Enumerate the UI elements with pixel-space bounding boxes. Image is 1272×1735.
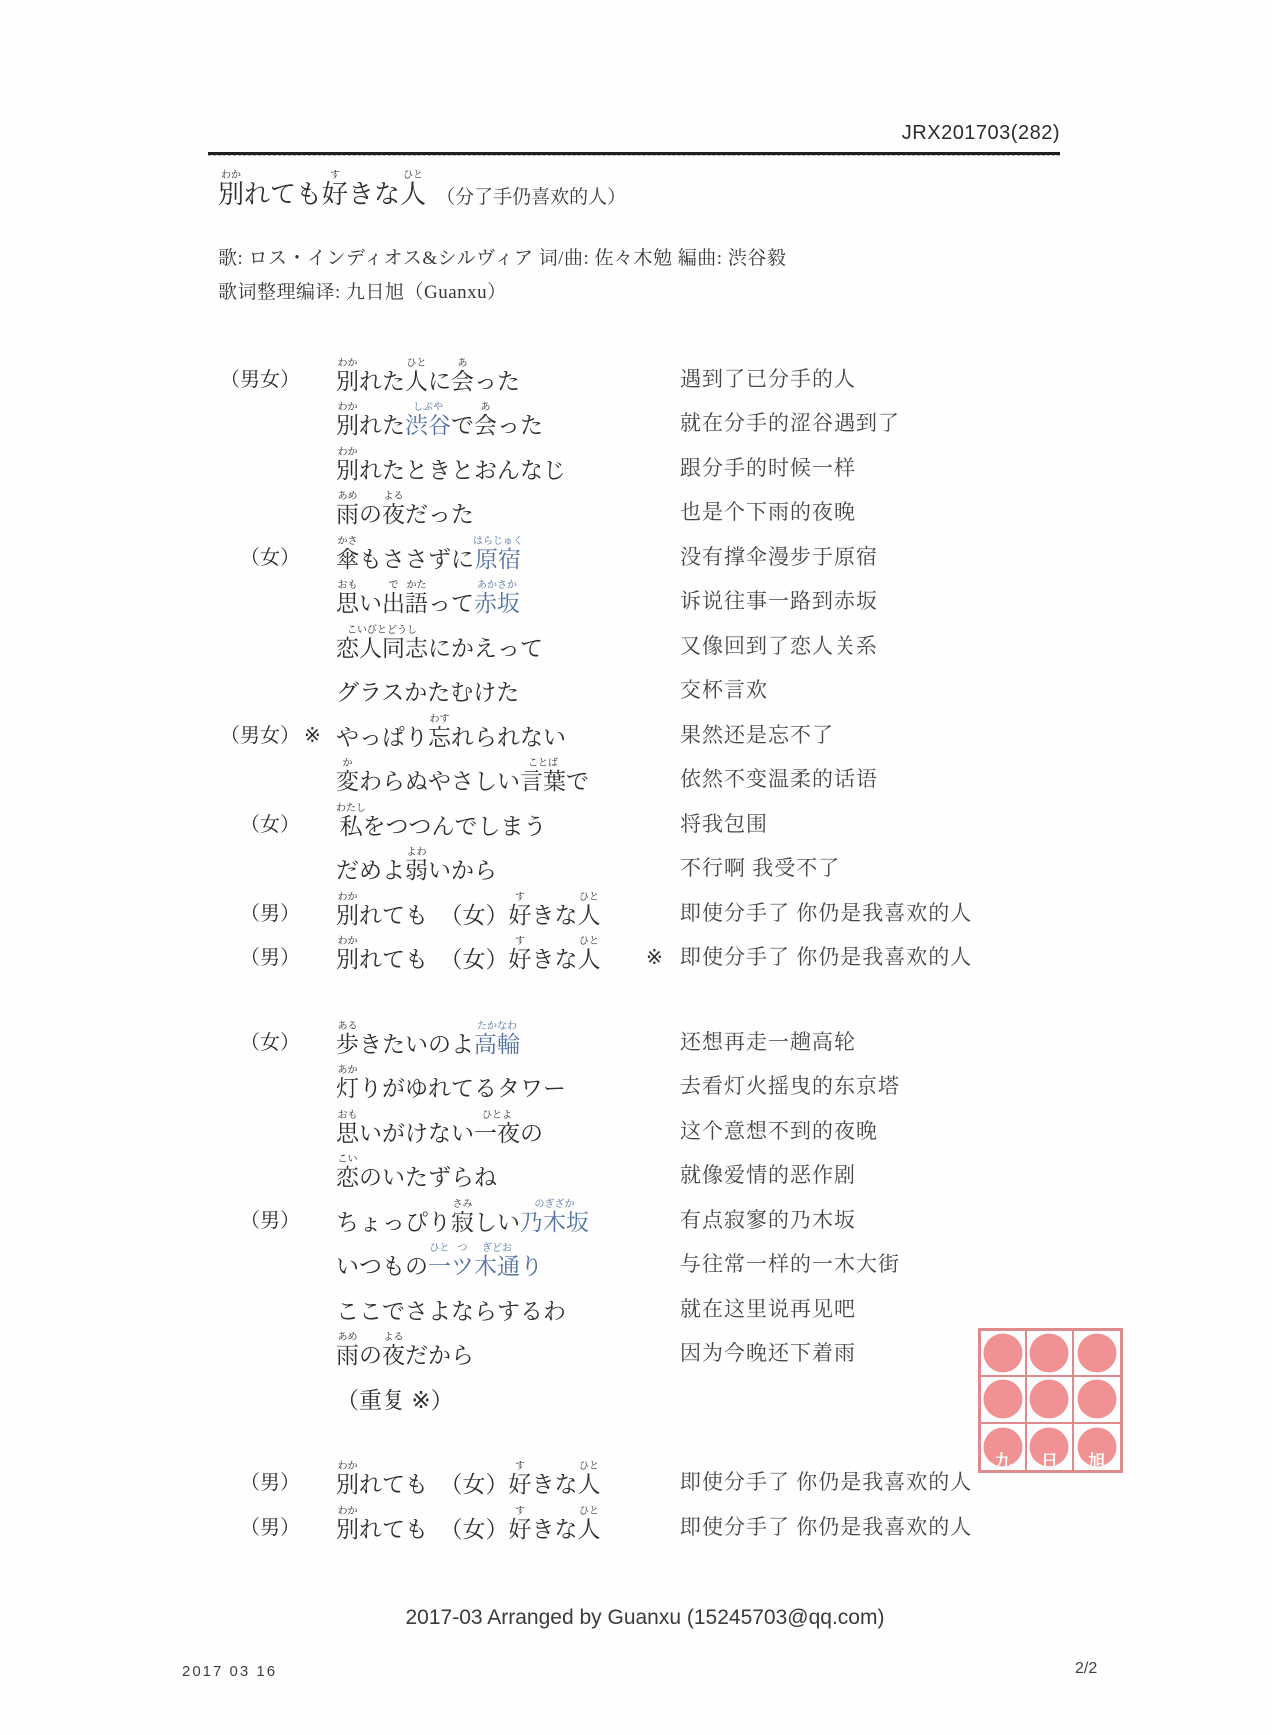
lyric-translation: 即使分手了 你仍是我喜欢的人: [680, 900, 973, 925]
lyric-translation: 又像回到了恋人关系: [680, 633, 878, 658]
lyric-japanese: 恋人同志こいびとどうしにかえって: [336, 624, 543, 661]
repeat-marker: [646, 926, 680, 929]
lyric-japanese: 灯あかりがゆれてるタワー: [336, 1065, 566, 1101]
lyric-row: [200, 884, 1210, 929]
section-marker: [300, 392, 336, 395]
repeat-marker: [646, 837, 680, 840]
lyric-row: [200, 1280, 1210, 1325]
lyric-translation: 与往常一样的一木大街: [680, 1252, 900, 1276]
role-label: （男）: [240, 1209, 300, 1232]
lyric-row: [200, 706, 1210, 751]
role-label: [200, 1322, 300, 1325]
lyric-translation: 就在分手的涩谷遇到了: [680, 411, 900, 435]
credits-translator: 歌词整理编译: 九日旭（Guanxu）: [218, 282, 507, 303]
role-label: （女）: [240, 546, 300, 569]
lyric-row: [200, 1236, 1210, 1281]
role-label: [200, 481, 300, 484]
section-marker: [300, 881, 336, 884]
lyric-translation: 即使分手了 你仍是我喜欢的人: [680, 1470, 973, 1494]
repeat-marker: [646, 703, 680, 706]
role-label: [200, 436, 300, 439]
lyric-row: [200, 1498, 1210, 1543]
section-marker: [300, 1277, 336, 1280]
section-marker: [300, 1540, 336, 1543]
lyric-japanese: 思おもいがけない一夜ひとよの: [336, 1109, 543, 1146]
footer-arranger: 2017-03 Arranged by Guanxu (15245703@qq.com): [405, 1606, 885, 1629]
section-marker: [300, 1322, 336, 1325]
role-label: （男女）: [220, 368, 300, 391]
repeat-marker: ※: [646, 947, 663, 969]
section-marker: [300, 1366, 336, 1369]
role-label: [200, 881, 300, 884]
doc-code: JRX201703(282): [901, 122, 1060, 144]
lyric-japanese: 別わかれても （女）好すきな人ひと: [336, 1461, 601, 1497]
section-marker: [300, 1233, 336, 1236]
seal-stamp: [978, 1328, 1123, 1473]
song-title-translation: （分了手仍喜欢的人）: [436, 187, 627, 208]
lyric-japanese: 私わたしをつつんでしまう: [336, 802, 547, 839]
lyric-japanese: ここでさよならするわ: [336, 1297, 566, 1324]
lyric-translation: 诉说往事一路到赤坂: [680, 589, 878, 613]
lyric-row: [200, 573, 1210, 618]
lyric-japanese: 別わかれても （女）好すきな人ひと: [336, 1505, 601, 1542]
lyric-japanese: 別わかれた渋谷しぶやで会あった: [336, 402, 543, 438]
section-marker: [300, 570, 336, 573]
section-marker: ※: [304, 724, 321, 747]
lyric-japanese: 変かわらぬやさしい言葉ことばで: [336, 758, 589, 794]
lyric-japanese: ちょっぴり寂さみしい乃木坂のぎざか: [336, 1198, 589, 1235]
section-marker: [300, 614, 336, 617]
lyric-translation: 即使分手了 你仍是我喜欢的人: [680, 1514, 973, 1539]
role-label: [200, 614, 300, 617]
repeat-marker: [646, 614, 680, 617]
repeat-marker: [646, 792, 680, 795]
lyric-japanese: いつもの一ひとツつ木通ぎどおり: [336, 1243, 543, 1279]
stamp-grid-cell: [1074, 1377, 1120, 1423]
section-marker: [300, 1055, 336, 1058]
lyric-row: [200, 662, 1210, 707]
repeat-marker: [646, 881, 680, 884]
lyric-translation: 依然不变温柔的话语: [680, 767, 878, 791]
repeat-marker: [646, 1277, 680, 1280]
lyric-row: [200, 929, 1210, 974]
lyric-japanese: 歩あるきたいのよ高輪たかなわ: [336, 1020, 520, 1057]
stamp-grid-cell: [981, 1331, 1027, 1377]
repeat-marker: [646, 1540, 680, 1543]
stamp-grid-cell: [981, 1377, 1027, 1423]
lyric-translation: 没有撑伞漫步于原宿: [680, 544, 878, 569]
section-marker: [300, 1411, 336, 1414]
repeat-marker: [646, 1322, 680, 1325]
stamp-grid-cell: [1027, 1377, 1073, 1423]
stamp-character: 九: [994, 1451, 1012, 1471]
footer-date: 2017 03 16: [182, 1663, 278, 1680]
repeat-marker: [646, 436, 680, 439]
section-marker: [300, 703, 336, 706]
lyric-translation: 遇到了已分手的人: [680, 366, 856, 391]
lyric-translation: 还想再走一趟高轮: [680, 1029, 856, 1054]
role-label: [200, 792, 300, 795]
lyric-translation: 跟分手的时候一样: [680, 455, 856, 480]
stamp-dot: [984, 1334, 1023, 1373]
lyric-japanese: やっぱり忘わすれられない: [336, 713, 566, 750]
section-marker: [300, 1495, 336, 1498]
section-marker: [300, 1188, 336, 1191]
lyric-japanese: 雨あめの夜よるだった: [336, 491, 474, 527]
lyric-translation: 有点寂寥的乃木坂: [680, 1207, 856, 1232]
role-label: [200, 1366, 300, 1369]
role-label: [200, 1411, 300, 1414]
lyric-japanese: 傘かさもささずに原宿はらじゅく: [336, 535, 523, 572]
section-marker: [300, 1144, 336, 1147]
lyric-translation: 即使分手了 你仍是我喜欢的人: [680, 945, 973, 969]
stamp-dot: [1077, 1334, 1116, 1373]
lyric-japanese: 雨あめの夜よるだから: [336, 1332, 474, 1368]
stamp-grid-cell: [1074, 1424, 1120, 1470]
lyric-japanese: 別わかれた人ひとに会あった: [336, 357, 520, 394]
section-marker: [300, 792, 336, 795]
lyric-row: [200, 795, 1210, 840]
section-marker: [300, 481, 336, 484]
role-label: （女）: [240, 1031, 300, 1054]
stamp-dot: [1030, 1334, 1069, 1373]
section-marker: [300, 970, 336, 973]
role-label: （男）: [240, 902, 300, 925]
role-label: [200, 659, 300, 662]
repeat-marker: [646, 1144, 680, 1147]
stamp-grid-cell: [1027, 1424, 1073, 1470]
stamp-dot: [1077, 1380, 1116, 1419]
header-rule: [208, 152, 1060, 156]
lyric-translation: 交杯言欢: [680, 678, 768, 702]
section-marker: [300, 525, 336, 528]
role-label: （男）: [240, 947, 300, 969]
lyric-japanese: （重复 ※）: [336, 1386, 454, 1413]
role-label: （男）: [240, 1516, 300, 1539]
lyric-row: [200, 1013, 1210, 1058]
repeat-marker: [646, 1188, 680, 1191]
repeat-marker: [646, 1366, 680, 1369]
role-label: （男）: [240, 1472, 300, 1494]
stamp-grid-cell: [1074, 1331, 1120, 1377]
stamp-grid-cell: [981, 1424, 1027, 1470]
lyric-row: [200, 484, 1210, 529]
repeat-marker: [646, 1055, 680, 1058]
lyric-translation: 果然还是忘不了: [680, 722, 834, 747]
stamp-character: 日: [1040, 1451, 1058, 1471]
lyric-translation: 也是个下雨的夜晚: [680, 500, 856, 524]
lyric-translation: 去看灯火摇曳的东京塔: [680, 1074, 900, 1098]
repeat-marker: [646, 570, 680, 573]
role-label: [200, 1144, 300, 1147]
lyric-row: [200, 751, 1210, 796]
footer-page-number: 2/2: [1075, 1660, 1098, 1677]
lyric-row: [200, 1102, 1210, 1147]
repeat-marker: [646, 659, 680, 662]
lyric-row: [200, 617, 1210, 662]
credits-performers: 歌: ロス・インディオス&シルヴィア 词/曲: 佐々木勉 編曲: 渋谷毅: [218, 248, 787, 269]
stamp-dot: [1030, 1380, 1069, 1419]
section-marker: [300, 659, 336, 662]
stamp-character: 旭: [1088, 1451, 1106, 1471]
lyric-row: [200, 350, 1210, 395]
lyric-row: [200, 1147, 1210, 1192]
lyric-translation: 将我包围: [680, 811, 768, 836]
repeat-marker: [646, 525, 680, 528]
lyric-translation: 不行啊 我受不了: [680, 856, 841, 880]
role-label: [200, 1099, 300, 1102]
song-title-jp: 別わかれても好すきな人ひと: [218, 170, 427, 209]
section-marker: [300, 436, 336, 439]
lyric-japanese: グラスかたむけた: [336, 679, 520, 705]
lyric-japanese: 別わかれたときとおんなじ: [336, 446, 566, 483]
title-block: [218, 170, 626, 209]
lyric-japanese: 別わかれても （女）好すきな人ひと: [336, 891, 601, 928]
role-label: [200, 1188, 300, 1191]
lyric-row: [200, 1191, 1210, 1236]
lyric-row: [200, 1058, 1210, 1103]
lyric-translation: 就在这里说再见吧: [680, 1296, 856, 1321]
lyric-row: [200, 395, 1210, 440]
repeat-marker: [646, 1411, 680, 1414]
lyric-translation: 就像爱情的恶作剧: [680, 1163, 856, 1187]
section-marker: [300, 926, 336, 929]
lyric-japanese: 別わかれても （女）好すきな人ひと: [336, 936, 601, 972]
lyric-row: [200, 528, 1210, 573]
lyric-translation: 这个意想不到的夜晚: [680, 1118, 878, 1143]
role-label: （女）: [240, 813, 300, 836]
repeat-marker: [646, 748, 680, 751]
role-label: [200, 525, 300, 528]
lyric-japanese: だめよ弱よわいから: [336, 847, 497, 883]
role-label: [200, 1277, 300, 1280]
role-label: （男女）: [220, 724, 300, 747]
stamp-dot: [984, 1380, 1023, 1419]
lyric-japanese: 思おもい出で語かたって赤坂あかさか: [336, 580, 520, 616]
repeat-marker: [646, 1495, 680, 1498]
lyric-japanese: 恋こいのいたずらね: [336, 1154, 497, 1190]
repeat-marker: [646, 1099, 680, 1102]
role-label: [200, 703, 300, 706]
repeat-marker: [646, 1233, 680, 1236]
stamp-grid-cell: [1027, 1331, 1073, 1377]
section-marker: [300, 1099, 336, 1102]
repeat-marker: [646, 481, 680, 484]
lyric-translation: 因为今晚还下着雨: [680, 1341, 856, 1365]
section-marker: [300, 837, 336, 840]
lyric-row: [200, 439, 1210, 484]
lyric-row: [200, 840, 1210, 885]
repeat-marker: [646, 392, 680, 395]
